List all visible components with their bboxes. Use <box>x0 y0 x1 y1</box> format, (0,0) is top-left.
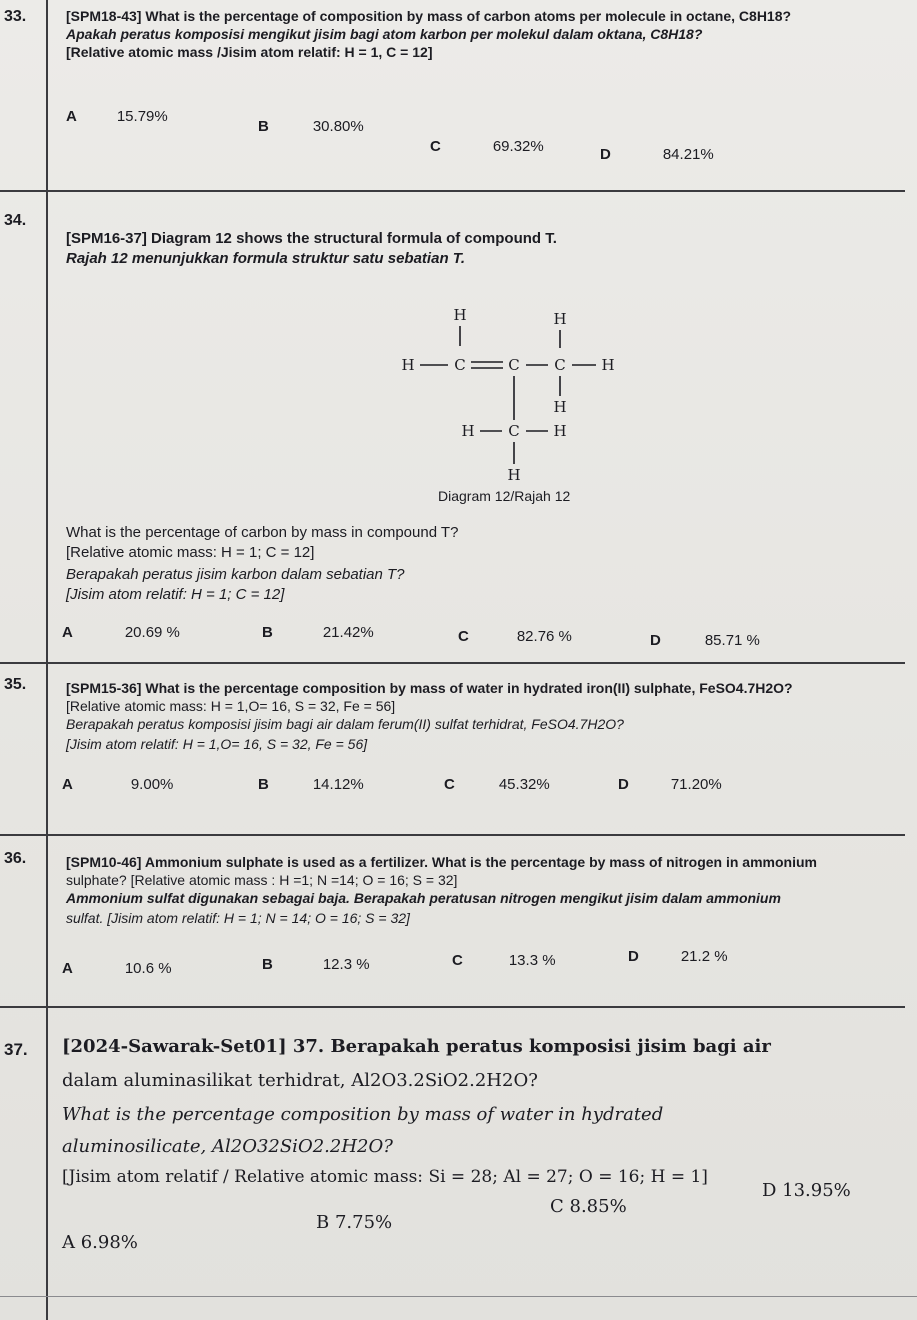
atom-h: H <box>553 310 567 328</box>
question-37-masses: [Jisim atom relatif / Relative atomic mass: Si = 28; Al = 27; O = 16; H = 1] <box>62 1167 708 1187</box>
q36-option-b[interactable] <box>262 956 370 973</box>
option-letter: B <box>258 118 269 135</box>
option-letter: C <box>430 138 441 155</box>
atom-h: H <box>461 422 475 440</box>
atom-h: H <box>453 306 467 324</box>
option-value: 45.32% <box>498 776 550 793</box>
q34-option-c[interactable] <box>458 628 572 645</box>
question-33-prompt-en: [SPM18-43] What is the percentage of composition by mass of carbon atoms per molecule in octane, C8H18? <box>66 8 792 24</box>
question-36-masses-en: sulphate? [Relative atomic mass : H =1; N =14; O = 16; S = 32] <box>66 872 458 888</box>
option-letter: A <box>62 624 73 641</box>
atom-c: C <box>454 356 466 374</box>
question-36-prompt-en: [SPM10-46] Ammonium sulphate is used as a fertilizer. What is the percentage by mass of nitrogen in ammonium <box>66 854 817 870</box>
option-value: 9.00% <box>130 776 174 793</box>
structural-formula-diagram <box>370 300 630 490</box>
q37-option-d[interactable]: D 13.95% <box>762 1180 851 1201</box>
q35-option-b[interactable] <box>258 776 364 793</box>
question-divider <box>0 834 905 836</box>
question-37-prompt-en: What is the percentage composition by mass of water in hydrated <box>62 1104 664 1125</box>
q34-option-d[interactable] <box>650 632 760 649</box>
question-divider <box>0 190 905 192</box>
atom-c: C <box>508 422 520 440</box>
q35-option-a[interactable] <box>62 776 173 793</box>
q37-option-a[interactable]: A 6.98% <box>62 1232 138 1253</box>
option-value: 10.6 % <box>124 960 172 977</box>
question-37-formula-ms: dalam aluminasilikat terhidrat, Al2O3.2SiO2.2H2O? <box>62 1070 538 1091</box>
option-value: 30.80% <box>312 118 364 135</box>
q36-option-c[interactable] <box>452 952 556 969</box>
atom-h: H <box>553 422 567 440</box>
option-value: 84.21% <box>662 146 714 163</box>
question-33-number: 33. <box>4 8 27 25</box>
q36-option-a[interactable] <box>62 960 172 977</box>
option-value: 69.32% <box>492 138 544 155</box>
q33-option-c[interactable] <box>430 138 544 155</box>
question-34-prompt-en: [SPM16-37] Diagram 12 shows the structural formula of compound T. <box>66 230 557 247</box>
option-letter: D <box>600 146 611 163</box>
question-35-masses-en: [Relative atomic mass: H = 1,O= 16, S = 32, Fe = 56] <box>66 698 396 714</box>
question-37-number: 37. <box>4 1040 28 1059</box>
question-36-masses-ms: sulfat. [Jisim atom relatif: H = 1; N = 14; O = 16; S = 32] <box>66 910 410 926</box>
option-value: 13.3 % <box>508 952 556 969</box>
option-letter: D <box>618 776 629 793</box>
question-36-prompt-ms: Ammonium sulfat digunakan sebagai baja. Berapakah peratusan nitrogen mengikut jisim dalam ammonium <box>66 890 781 906</box>
option-value: 14.12% <box>312 776 364 793</box>
question-37-formula-en: aluminosilicate, Al2O32SiO2.2H2O? <box>62 1136 393 1157</box>
option-letter: B <box>262 956 273 973</box>
question-34-masses-ms: [Jisim atom relatif: H = 1; C = 12] <box>66 586 285 603</box>
option-value: 82.76 % <box>516 628 572 645</box>
option-letter: A <box>62 776 73 793</box>
option-letter: C <box>458 628 469 645</box>
atom-h: H <box>401 356 415 374</box>
option-letter: B <box>258 776 269 793</box>
question-36-number: 36. <box>4 850 27 867</box>
option-value: 21.42% <box>322 624 374 641</box>
atom-h: H <box>601 356 615 374</box>
diagram-caption: Diagram 12/Rajah 12 <box>438 488 571 504</box>
option-letter: D <box>650 632 661 649</box>
question-33-masses: [Relative atomic mass /Jisim atom relatif: H = 1, C = 12] <box>66 44 433 60</box>
atom-c: C <box>554 356 566 374</box>
option-value: 71.20% <box>670 776 722 793</box>
q34-option-a[interactable] <box>62 624 180 641</box>
question-34-prompt-ms: Rajah 12 menunjukkan formula struktur satu sebatian T. <box>66 250 465 267</box>
question-37-prompt-ms: [2024-Sawarak-Set01] 37. Berapakah peratus komposisi jisim bagi air <box>62 1036 771 1057</box>
q33-option-b[interactable] <box>258 118 364 135</box>
option-letter: C <box>452 952 463 969</box>
question-35-masses-ms: [Jisim atom relatif: H = 1,O= 16, S = 32, Fe = 56] <box>66 736 368 752</box>
q33-option-a[interactable] <box>66 108 168 125</box>
atom-c: C <box>508 356 520 374</box>
option-value: 85.71 % <box>704 632 760 649</box>
question-divider <box>0 662 905 664</box>
option-letter: A <box>66 108 77 125</box>
q36-option-d[interactable] <box>628 948 728 965</box>
option-letter: C <box>444 776 455 793</box>
question-35-prompt-ms: Berapakah peratus komposisi jisim bagi air dalam ferum(II) sulfat terhidrat, FeSO4.7H2O? <box>66 716 624 732</box>
question-34-ask-en: What is the percentage of carbon by mass in compound T? <box>66 524 459 541</box>
option-letter: B <box>262 624 273 641</box>
option-value: 20.69 % <box>124 624 180 641</box>
question-34-ask-ms: Berapakah peratus jisim karbon dalam sebatian T? <box>66 566 405 583</box>
option-letter: A <box>62 960 73 977</box>
page-bottom-rule <box>0 1296 917 1297</box>
q37-option-b[interactable]: B 7.75% <box>316 1212 393 1233</box>
atom-h: H <box>553 398 567 416</box>
margin-rule <box>46 0 48 1320</box>
q35-option-c[interactable] <box>444 776 550 793</box>
atom-h: H <box>507 466 521 484</box>
option-value: 21.2 % <box>680 948 728 965</box>
question-33-prompt-ms: Apakah peratus komposisi mengikut jisim bagi atom karbon per molekul dalam oktana, C8H18? <box>66 26 703 42</box>
q35-option-d[interactable] <box>618 776 722 793</box>
option-value: 15.79% <box>116 108 168 125</box>
question-35-prompt-en: [SPM15-36] What is the percentage composition by mass of water in hydrated iron(II) sulphate, FeSO4.7H2O? <box>66 680 793 696</box>
q33-option-d[interactable] <box>600 146 714 163</box>
question-34-number: 34. <box>4 212 27 229</box>
question-35-number: 35. <box>4 676 27 693</box>
option-value: 12.3 % <box>322 956 370 973</box>
question-34-masses-en: [Relative atomic mass: H = 1; C = 12] <box>66 544 315 561</box>
option-letter: D <box>628 948 639 965</box>
q34-option-b[interactable] <box>262 624 374 641</box>
question-divider <box>0 1006 905 1008</box>
q37-option-c[interactable]: C 8.85% <box>550 1196 627 1217</box>
